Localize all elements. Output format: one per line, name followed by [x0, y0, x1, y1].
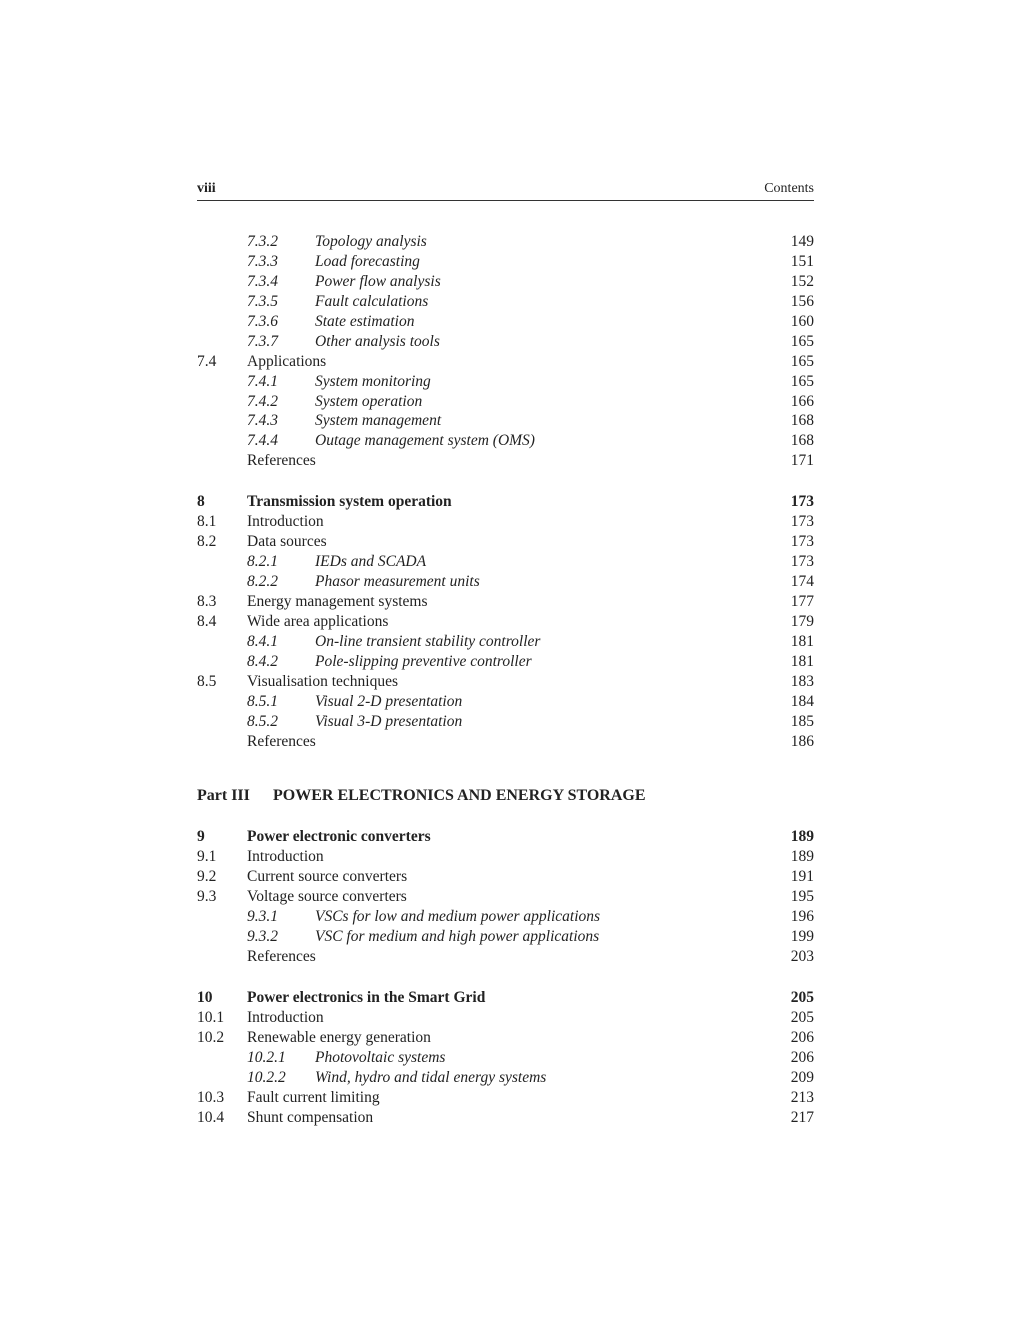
toc-entry	[197, 652, 814, 672]
toc-entry	[197, 332, 814, 352]
entry-page: 149	[790, 233, 814, 250]
entry-page: 179	[790, 612, 814, 630]
entry-title: Load forecasting	[315, 252, 420, 270]
entry-title: Energy management systems	[247, 592, 428, 610]
toc-entry	[197, 612, 814, 632]
entry-title: Photovoltaic systems	[315, 1048, 446, 1066]
entry-page: 189	[790, 828, 814, 846]
toc-entry	[197, 907, 814, 927]
entry-title: Wind, hydro and tidal energy systems	[315, 1068, 547, 1086]
entry-page: 168	[790, 412, 814, 430]
entry-title: System management	[315, 412, 442, 430]
entry-page: 165	[790, 332, 814, 350]
entry-num: 9	[197, 828, 205, 846]
entry-num: 7.4.4	[247, 432, 278, 450]
entry-num: 7.3.5	[247, 292, 278, 310]
entry-num: 10.2.1	[247, 1048, 286, 1066]
entry-num: 9.3.2	[247, 928, 278, 946]
toc-entry	[197, 312, 814, 332]
entry-title: References	[247, 452, 316, 470]
toc-chapter	[197, 988, 814, 1008]
entry-page: 199	[790, 928, 814, 946]
entry-page: 181	[790, 652, 814, 670]
entry-num: 8.4.2	[247, 652, 278, 670]
entry-page: 206	[790, 1048, 814, 1066]
entry-page: 160	[790, 312, 814, 330]
entry-num: 8.4	[197, 612, 217, 630]
entry-num: 10.4	[197, 1108, 225, 1126]
entry-page: 217	[790, 1108, 814, 1126]
entry-title: On-line transient stability controller	[315, 632, 541, 650]
toc-entry	[197, 1108, 814, 1128]
entry-title: Voltage source converters	[247, 888, 407, 906]
entry-page: 173	[790, 513, 814, 531]
entry-title: Introduction	[247, 1008, 324, 1026]
entry-page: 189	[790, 848, 814, 866]
entry-page: 173	[790, 553, 814, 571]
entry-page: 171	[790, 452, 814, 470]
toc-chapter	[197, 827, 814, 847]
entry-title: Power electronics in the Smart Grid	[247, 988, 486, 1006]
entry-num: 7.4.2	[247, 392, 278, 410]
entry-num: 9.2	[197, 868, 217, 886]
entry-page: 165	[790, 372, 814, 390]
entry-page: 209	[790, 1068, 814, 1086]
toc-entry	[197, 1028, 814, 1048]
entry-title: VSC for medium and high power applications	[315, 928, 600, 946]
entry-num: 8.3	[197, 592, 217, 610]
entry-page: 151	[790, 252, 814, 270]
entry-title: Other analysis tools	[315, 332, 440, 350]
entry-title: Wide area applications	[247, 612, 389, 630]
toc-chapter	[197, 492, 814, 512]
entry-title: Pole-slipping preventive controller	[315, 652, 532, 670]
toc-entry	[197, 431, 814, 451]
toc-entry	[197, 847, 814, 867]
entry-page: 205	[790, 1008, 814, 1026]
entry-page: 174	[790, 573, 814, 590]
entry-num: 7.3.4	[247, 272, 278, 290]
entry-title: Visual 3-D presentation	[315, 712, 463, 730]
entry-title: Fault current limiting	[247, 1088, 380, 1106]
entry-title: References	[247, 732, 316, 750]
entry-num: 7.4.3	[247, 412, 278, 430]
toc-entry	[197, 512, 814, 532]
entry-page: 205	[790, 988, 814, 1006]
entry-title: Data sources	[247, 533, 327, 551]
toc-entry	[197, 352, 814, 372]
entry-title: System operation	[315, 392, 423, 410]
entry-title: Fault calculations	[315, 292, 429, 310]
entry-num: 8.5.1	[247, 692, 278, 710]
entry-num: 8.5.2	[247, 712, 278, 730]
toc-entry	[197, 1008, 814, 1028]
entry-page: 173	[790, 493, 814, 511]
entry-page: 191	[790, 868, 814, 886]
entry-page: 206	[790, 1028, 814, 1046]
entry-title: Visual 2-D presentation	[315, 692, 463, 710]
table-of-contents	[197, 232, 814, 1128]
toc-entry	[197, 411, 814, 431]
entry-page: 195	[790, 888, 814, 906]
entry-title: Shunt compensation	[247, 1108, 374, 1126]
entry-num: 7.4	[197, 352, 217, 370]
entry-num: 7.4.1	[247, 372, 278, 390]
entry-title: Topology analysis	[315, 233, 427, 250]
toc-entry	[197, 572, 814, 592]
running-title: Contents	[764, 181, 814, 196]
entry-title: Applications	[247, 352, 327, 370]
entry-num: 10.2	[197, 1028, 225, 1046]
toc-entry	[197, 887, 814, 907]
entry-num: 8	[197, 493, 205, 511]
entry-num: 9.1	[197, 848, 217, 866]
toc-entry	[197, 272, 814, 292]
entry-title: Introduction	[247, 848, 324, 866]
entry-num: 8.2.2	[247, 573, 278, 590]
toc-entry	[197, 672, 814, 692]
entry-title: Phasor measurement units	[315, 573, 480, 590]
entry-page: 156	[790, 292, 814, 310]
running-header	[197, 180, 814, 201]
toc-entry	[197, 292, 814, 312]
toc-entry	[197, 532, 814, 552]
entry-title: VSCs for low and medium power applications	[315, 908, 601, 926]
toc-entry	[197, 372, 814, 392]
entry-page: 185	[790, 712, 814, 730]
entry-page: 166	[790, 392, 814, 410]
entry-title: Visualisation techniques	[247, 672, 399, 690]
entry-num: 8.1	[197, 513, 217, 531]
entry-title: Power flow analysis	[315, 272, 441, 290]
entry-num: 8.5	[197, 672, 217, 690]
entry-title: Renewable energy generation	[247, 1028, 431, 1046]
entry-page: 196	[790, 908, 814, 926]
toc-entry	[197, 867, 814, 887]
entry-num: 8.2.1	[247, 553, 278, 571]
entry-title: IEDs and SCADA	[315, 553, 427, 571]
entry-title: Introduction	[247, 513, 324, 531]
toc-entry	[197, 1088, 814, 1108]
entry-page: 165	[790, 352, 814, 370]
entry-title: Power electronic converters	[247, 828, 431, 846]
toc-entry	[197, 451, 814, 471]
entry-num: 7.3.3	[247, 252, 278, 270]
toc-entry	[197, 232, 814, 252]
entry-page: 173	[790, 533, 814, 551]
entry-page: 168	[790, 432, 814, 450]
toc-entry	[197, 732, 814, 752]
entry-title: References	[247, 948, 316, 965]
entry-title: Current source converters	[247, 868, 408, 886]
toc-entry	[197, 1068, 814, 1088]
entry-num: 7.3.2	[247, 233, 278, 250]
toc-entry	[197, 1048, 814, 1068]
entry-page: 177	[790, 592, 814, 610]
toc-entry	[197, 592, 814, 612]
entry-title: State estimation	[315, 312, 415, 330]
entry-num: 7.3.7	[247, 332, 278, 350]
toc-entry	[197, 632, 814, 652]
toc-entry	[197, 252, 814, 272]
entry-num: 8.2	[197, 533, 217, 551]
entry-num: 9.3	[197, 888, 217, 906]
entry-page: 152	[790, 272, 814, 290]
toc-entry	[197, 947, 814, 967]
entry-num: 9.3.1	[247, 908, 278, 926]
entry-page: 183	[790, 672, 814, 690]
part-heading	[197, 786, 814, 806]
entry-num: 10.2.2	[247, 1068, 286, 1086]
entry-page: 203	[790, 948, 814, 965]
entry-num: 10.3	[197, 1088, 225, 1106]
entry-title: POWER ELECTRONICS AND ENERGY STORAGE	[273, 787, 646, 805]
entry-page: 213	[790, 1088, 814, 1106]
entry-num: 7.3.6	[247, 312, 278, 330]
toc-entry	[197, 712, 814, 732]
toc-entry	[197, 392, 814, 412]
entry-title: Outage management system (OMS)	[315, 432, 535, 450]
entry-num: 10	[197, 988, 213, 1006]
entry-num: 10.1	[197, 1008, 225, 1026]
entry-num: 8.4.1	[247, 632, 278, 650]
entry-title: Transmission system operation	[247, 493, 452, 511]
page-number: viii	[197, 181, 216, 196]
toc-entry	[197, 692, 814, 712]
entry-page: 184	[790, 692, 814, 710]
entry-num: Part III	[197, 787, 250, 805]
toc-entry	[197, 552, 814, 572]
entry-page: 186	[790, 732, 814, 750]
entry-title: System monitoring	[315, 372, 431, 390]
entry-page: 181	[790, 632, 814, 650]
toc-entry	[197, 927, 814, 947]
